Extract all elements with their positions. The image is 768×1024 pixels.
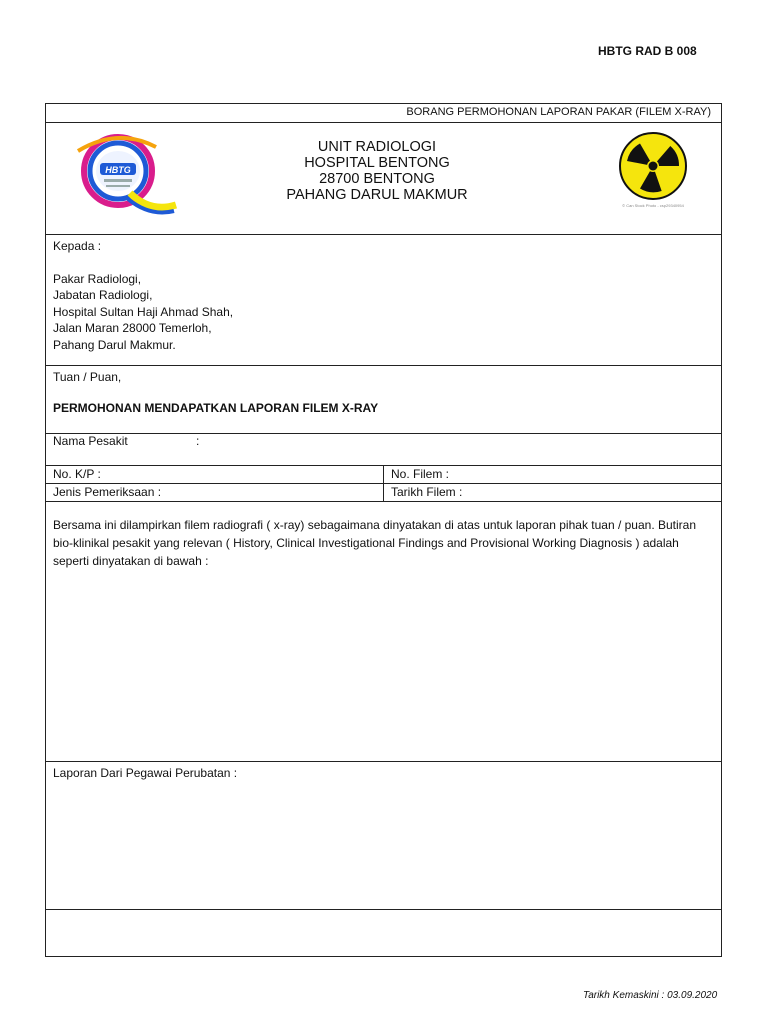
recipient-line: Hospital Sultan Haji Ahmad Shah,: [53, 304, 234, 319]
subject: PERMOHONAN MENDAPATKAN LAPORAN FILEM X-RAY: [53, 400, 379, 415]
left-logo-text: HBTG: [105, 165, 131, 175]
ic-number-label: No. K/P :: [53, 467, 101, 481]
form-title: BORANG PERMOHONAN LAPORAN PAKAR (FILEM X-RAY): [406, 106, 711, 118]
patient-name-label: Nama Pesakit: [53, 434, 128, 448]
recipient-block: [53, 238, 233, 353]
header-row: [46, 123, 721, 235]
exam-date-row: [46, 484, 721, 502]
exam-type-label: Jenis Pemeriksaan :: [53, 485, 162, 499]
form-title-row: [46, 104, 721, 123]
greeting: Tuan / Puan,: [53, 370, 122, 384]
medical-officer-report-row: [46, 762, 721, 910]
organization-block: [242, 139, 512, 203]
logo-caption: © Can Stock Photo - csp29340954: [622, 203, 684, 208]
org-line: UNIT RADIOLOGI: [317, 139, 437, 155]
recipient-label: Kepada :: [53, 239, 102, 253]
clinical-details-row: [46, 502, 721, 762]
patient-name-row: [46, 434, 721, 466]
patient-name-colon: :: [196, 434, 200, 448]
clinical-details-text: Bersama ini dilampirkan filem radiografi ( x-ray) sebagaimana dinyatakan di atas untuk laporan pihak tuan / puan. Butiran bio-klinikal pesakit yang relevan ( History, Clinical Investigational Findings and Provisional Working Diagnosis ) adalah seperti dinyatakan di bawah :: [53, 518, 697, 568]
greeting-row: [46, 366, 721, 434]
footer-blank-row: [46, 910, 721, 958]
hospital-logo-icon: [70, 133, 182, 217]
medical-officer-report-label: Laporan Dari Pegawai Perubatan :: [53, 766, 238, 780]
ic-film-row: [46, 466, 721, 484]
recipient-line: Jalan Maran 28000 Temerloh,: [53, 321, 212, 335]
document-code: HBTG RAD B 008: [598, 44, 697, 58]
column-divider: [383, 466, 384, 483]
recipient-row: [46, 235, 721, 366]
column-divider: [383, 484, 384, 501]
org-line: PAHANG DARUL MAKMUR: [286, 187, 468, 203]
film-number-label: No. Filem :: [391, 467, 450, 481]
request-form: [45, 103, 722, 957]
greeting-block: [53, 369, 378, 416]
recipient-line: Pahang Darul Makmur.: [53, 337, 176, 352]
last-updated: Tarikh Kemaskini : 03.09.2020: [583, 990, 718, 1001]
org-line: 28700 BENTONG: [319, 171, 435, 187]
radiation-hazard-icon: [591, 129, 719, 209]
org-line: HOSPITAL BENTONG: [304, 155, 450, 171]
recipient-line: Pakar Radiologi,: [53, 271, 142, 286]
recipient-line: Jabatan Radiologi,: [53, 288, 153, 302]
film-date-label: Tarikh Filem :: [391, 485, 463, 499]
